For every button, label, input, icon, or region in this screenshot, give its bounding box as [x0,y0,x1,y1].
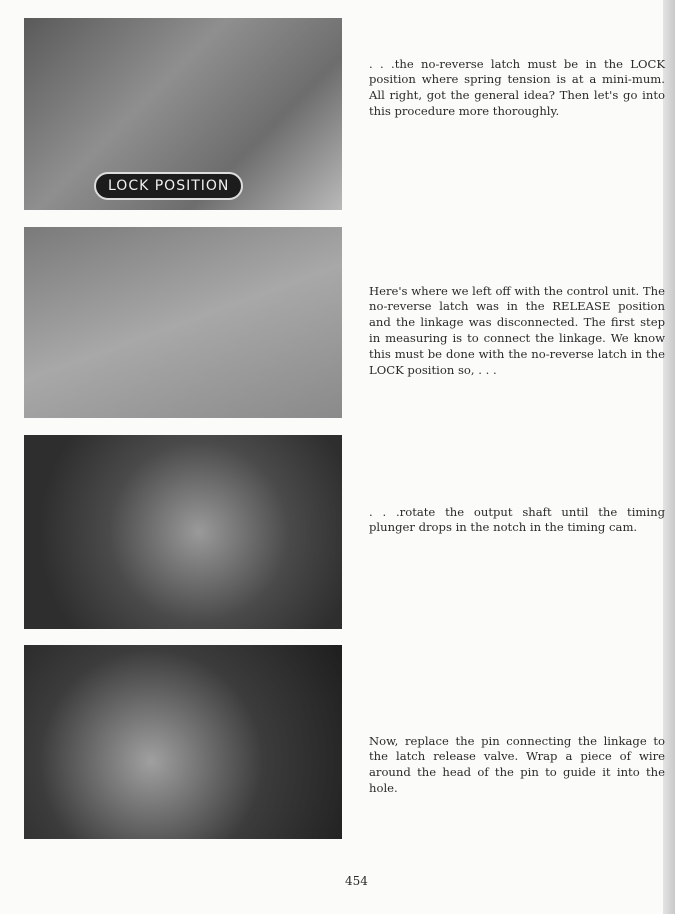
photo-control-unit-diagram [24,227,342,418]
paragraph-connect-linkage: Here's where we left off with the control unit. The no-reverse latch was in the RELEASE position and the linkage was disconnected. The first step in measuring is to connect the linkage. We know this must be done with the no-reverse latch in the LOCK position so, . . . [369,283,665,377]
lock-position-label: LOCK POSITION [94,172,243,200]
photo-lock-position [24,18,342,210]
paragraph-lock-position: . . .the no-reverse latch must be in the LOCK position where spring tension is at a mini-mum. All right, got the general idea? Then let's go into this procedure more thoroughly. [369,56,665,118]
paragraph-rotate-shaft: . . .rotate the output shaft until the timing plunger drops in the notch in the timing cam. [369,504,665,535]
photo-replace-pin [24,645,342,839]
paragraph-replace-pin: Now, replace the pin connecting the linkage to the latch release valve. Wrap a piece of wire around the head of the pin to guide it into the hole. [369,733,665,795]
page-number: 454 [345,874,368,888]
photo-timing-cam [24,435,342,629]
